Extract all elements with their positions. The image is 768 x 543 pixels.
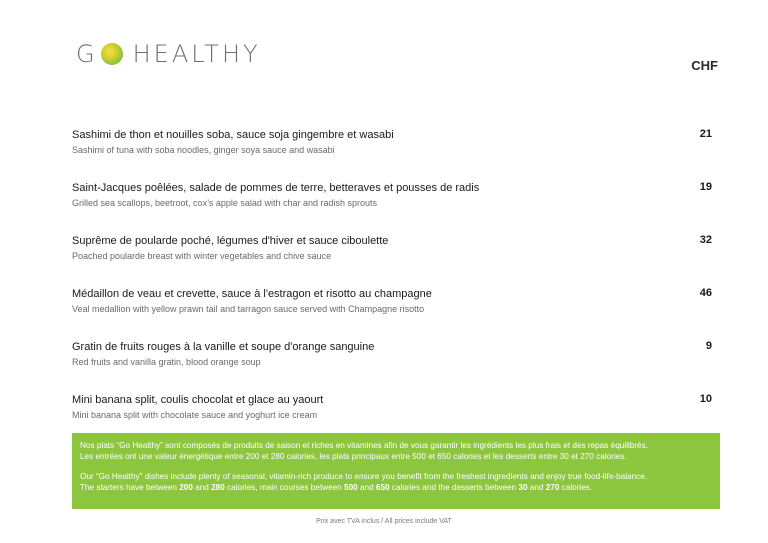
menu-item (72, 287, 712, 340)
info-en-line1: Our “Go Healthy” dishes include plenty of seasonal, vitamin-rich produce to ensure you benefit from the freshest ingredients and enjoy true food-life-balance. (80, 472, 648, 481)
dish-name-fr: Médaillon de veau et crevette, sauce à l'estragon et risotto au champagne (72, 288, 432, 300)
dish-price: 21 (699, 128, 712, 140)
info-text: The starters have between (80, 483, 180, 492)
dish-price: 10 (699, 393, 712, 405)
menu-item (72, 340, 712, 393)
dish-name-en: Veal medallion with yellow prawn tail and tarragon sauce served with Champagne risotto (72, 304, 425, 314)
info-french (80, 440, 720, 462)
menu-list (72, 128, 712, 446)
currency-label: CHF (691, 58, 718, 73)
dish-price: 9 (705, 340, 712, 352)
dish-name-fr: Sashimi de thon et nouilles soba, sauce soja gingembre et wasabi (72, 129, 394, 141)
calorie-value: 270 (545, 483, 560, 492)
dish-name-fr: Suprême de poularde poché, légumes d'hiver et sauce ciboulette (72, 235, 389, 247)
go-healthy-logo (76, 40, 261, 68)
calorie-value: 650 (375, 483, 390, 492)
calorie-value: 500 (344, 483, 358, 492)
dish-name-en: Grilled sea scallops, beetroot, cox’s apple salad with char and radish sprouts (72, 198, 377, 208)
info-text: and (192, 483, 212, 492)
logo-word-healthy: HEALTHY (132, 40, 261, 68)
dish-name-en: Red fruits and vanilla gratin, blood orange soup (72, 357, 261, 367)
dish-name-en: Sashimi of tuna with soba noodles, ginger soya sauce and wasabi (72, 145, 335, 155)
dish-price: 46 (699, 287, 712, 299)
vat-footer: Prix avec TVA inclus / All prices include VAT (316, 518, 452, 525)
dish-price: 32 (699, 234, 712, 246)
green-orb-icon (101, 43, 123, 65)
menu-item (72, 128, 712, 181)
menu-item (72, 234, 712, 287)
calorie-value: 200 (179, 483, 193, 492)
info-text: calories, main courses between (224, 483, 345, 492)
info-text: and (357, 483, 376, 492)
menu-item (72, 181, 712, 234)
info-text: and (527, 483, 546, 492)
info-text: calories and the desserts between (389, 483, 519, 492)
dish-price: 19 (699, 181, 712, 193)
dish-name-fr: Saint-Jacques poêlées, salade de pommes de terre, betteraves et pousses de radis (72, 182, 480, 194)
info-english (80, 471, 720, 493)
dish-name-fr: Gratin de fruits rouges à la vanille et soupe d'orange sanguine (72, 341, 375, 353)
go-healthy-info-box (72, 433, 720, 509)
dish-name-en: Poached poularde breast with winter vegetables and chive sauce (72, 251, 332, 261)
calorie-value: 280 (211, 483, 225, 492)
dish-name-en: Mini banana split with chocolate sauce and yoghurt ice cream (72, 410, 318, 420)
info-fr-line2: Les entrées ont une valeur énergétique entre 200 et 280 calories, les plats principaux entre 500 et 650 calories et les desserts entre 30 et 270 calories. (80, 452, 627, 461)
info-en-line2 (80, 483, 592, 492)
logo-letter-g: G (76, 40, 98, 68)
calorie-value: 30 (518, 483, 528, 492)
info-fr-line1: Nos plats “Go Healthy” sont composés de produits de saison et riches en vitamines afin de vous garantir les ingrédients les plus frais et des repas équilibrés. (80, 441, 648, 450)
dish-name-fr: Mini banana split, coulis chocolat et glace au yaourt (72, 394, 324, 406)
info-text: calories. (559, 483, 593, 492)
